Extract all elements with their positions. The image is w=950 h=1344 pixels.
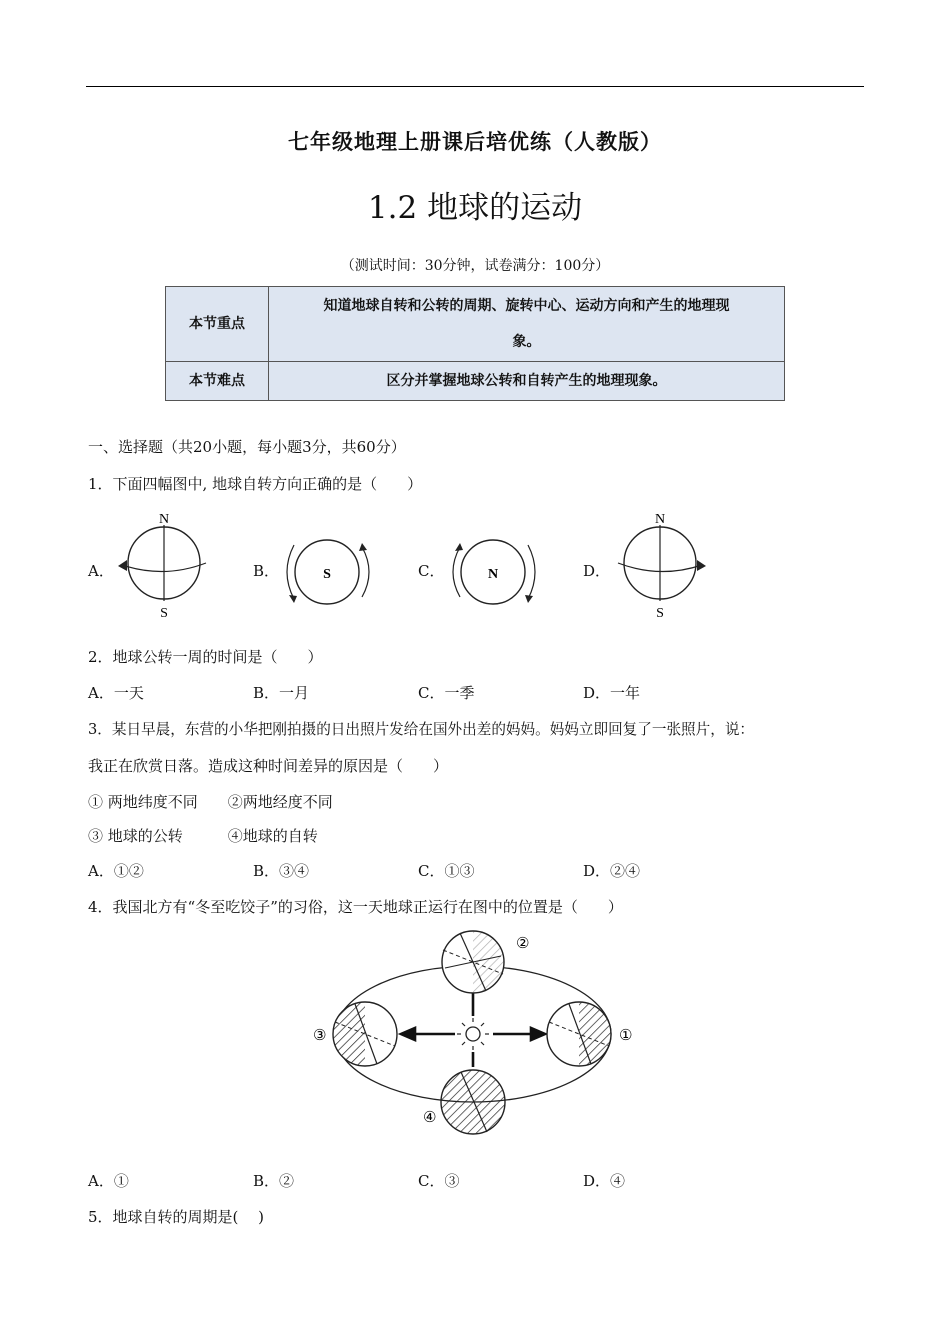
focus-table <box>165 286 785 401</box>
q3-option-d[interactable]: D．②④ <box>583 862 641 880</box>
q3-statements-line2: ③ 地球的公转 ④地球的自转 <box>88 827 318 845</box>
subject-title: 七年级地理上册课后培优练（人教版） <box>288 129 662 154</box>
q4-stem: 4．我国北方有“冬至吃饺子”的习俗，这一天地球正运行在图中的位置是（ ） <box>88 898 623 916</box>
header-rule <box>86 86 864 87</box>
key-point-text <box>269 287 785 362</box>
q4-option-a[interactable]: A．① <box>88 1172 129 1190</box>
key-point-text-line2: 象。 <box>512 334 541 350</box>
q1-stem: 1．下面四幅图中, 地球自转方向正确的是（ ） <box>88 475 423 493</box>
orbit-label-2: ② <box>516 934 530 952</box>
q2-option-c[interactable]: C．一季 <box>418 684 475 702</box>
difficult-point-text: 区分并掌握地球公转和自转产生的地理现象。 <box>269 362 785 401</box>
earth-position-1 <box>547 1002 632 1066</box>
earth-position-4 <box>423 1070 505 1134</box>
section-title: 一、选择题（共20小题，每小题3分，共60分） <box>88 438 406 456</box>
q4-orbit-figure <box>305 922 645 1144</box>
q3-option-c[interactable]: C．①③ <box>418 862 475 880</box>
q1-option-a[interactable]: A． <box>88 562 114 580</box>
earth-position-3 <box>313 1002 397 1066</box>
q1-figure-c <box>446 535 546 610</box>
q4-option-c[interactable]: C．③ <box>418 1172 460 1190</box>
q1c-north-label: N <box>487 567 499 582</box>
q3-stem-line1: 3．某日早晨，东营的小华把刚拍摄的日出照片发给在国外出差的妈妈。妈妈立即回复了一张照片，说： <box>88 721 755 738</box>
q1d-north-label: N <box>654 512 666 527</box>
q2-option-a[interactable]: A．一天 <box>88 684 144 702</box>
key-point-text-line1: 知道地球自转和公转的周期、旋转中心、运动方向和产生的地理现 <box>323 298 730 314</box>
q4-option-b[interactable]: B．② <box>253 1172 295 1190</box>
q4-option-d[interactable]: D．④ <box>583 1172 626 1190</box>
q2-option-d[interactable]: D．一年 <box>583 684 641 702</box>
q1d-south-label: S <box>656 606 664 621</box>
q1-figure-a <box>110 505 220 620</box>
q1-figure-b <box>280 535 380 610</box>
q1-option-c[interactable]: C． <box>418 562 445 580</box>
q3-statements-line1: ① 两地纬度不同 ②两地经度不同 <box>88 793 333 811</box>
orbit-label-3: ③ <box>313 1026 327 1044</box>
q1-figure-d <box>606 505 716 620</box>
lesson-title: 1.2 地球的运动 <box>367 190 583 226</box>
orbit-label-1: ① <box>619 1026 633 1044</box>
q2-option-b[interactable]: B．一月 <box>253 684 310 702</box>
q5-stem: 5．地球自转的周期是( ) <box>88 1208 265 1226</box>
q1-option-d[interactable]: D． <box>583 562 611 580</box>
key-point-label: 本节重点 <box>166 287 269 362</box>
difficult-point-label: 本节难点 <box>166 362 269 401</box>
q2-stem: 2．地球公转一周的时间是（ ） <box>88 648 323 666</box>
orbit-label-4: ④ <box>423 1108 437 1126</box>
test-info: （测试时间：30分钟，试卷满分：100分） <box>340 258 610 274</box>
q3-option-b[interactable]: B．③④ <box>253 862 310 880</box>
q1b-south-label: S <box>323 567 331 582</box>
earth-position-2 <box>442 931 529 993</box>
q1a-north-label: N <box>158 512 170 527</box>
q3-stem-line2: 我正在欣赏日落。造成这种时间差异的原因是（ ） <box>88 757 449 775</box>
q1a-south-label: S <box>160 606 168 621</box>
q1-option-b[interactable]: B． <box>253 562 280 580</box>
q3-option-a[interactable]: A．①② <box>88 862 144 880</box>
